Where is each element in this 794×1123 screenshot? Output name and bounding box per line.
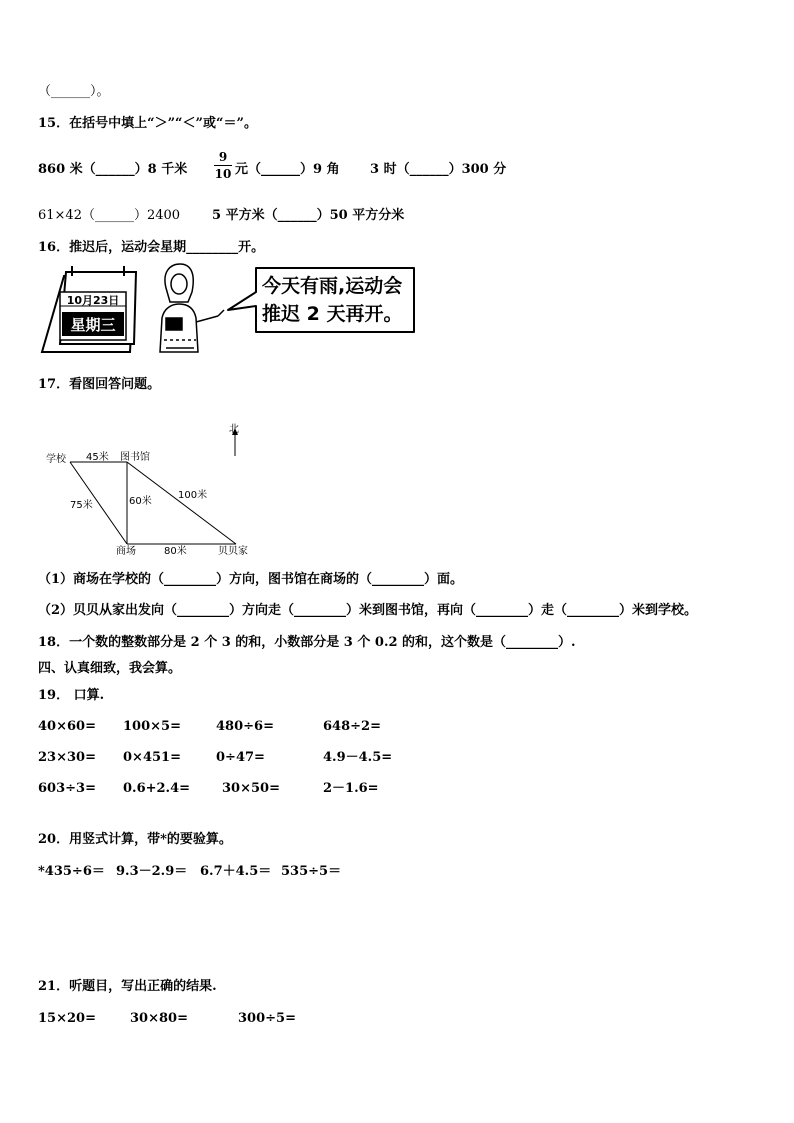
q19-r3-c2: 0.6+2.4= xyxy=(123,781,191,796)
bubble-line-1: 今天有雨,运动会 xyxy=(262,275,403,297)
label-dist-school-library: 45米 xyxy=(86,452,109,463)
q21-item-1: 15×20= xyxy=(38,1011,96,1026)
q15-item-5: 5 平方米（______）50 平方分米 xyxy=(212,208,405,223)
label-dist-market-home: 80米 xyxy=(164,546,187,557)
q20-item-4: 535÷5＝ xyxy=(281,864,342,879)
q16-title: 16．推迟后，运动会星期________开。 xyxy=(38,240,265,255)
q19-r2-c2: 0×451= xyxy=(123,750,181,765)
q19-r1-c4: 648÷2= xyxy=(323,719,381,734)
q19-r2-c4: 4.9－4.5= xyxy=(323,750,393,765)
q19-r2-c3: 0÷47= xyxy=(216,750,265,765)
fraction-numerator: 9 xyxy=(218,150,228,164)
q21-item-2: 30×80= xyxy=(130,1011,188,1026)
q19-title: 19． 口算. xyxy=(38,688,105,703)
calendar-date: 10月23日 xyxy=(66,294,120,307)
label-dist-library-home: 100米 xyxy=(178,490,208,501)
label-dist-library-market: 60米 xyxy=(129,496,152,507)
q19-r1-c2: 100×5= xyxy=(123,719,181,734)
q19-r1-c3: 480÷6= xyxy=(216,719,274,734)
q21-title: 21．听题目，写出正确的结果. xyxy=(38,979,217,994)
q21-item-3: 300÷5= xyxy=(238,1011,296,1026)
teacher-icon xyxy=(160,264,224,352)
q20-item-2: 9.3－2.9＝ xyxy=(116,864,188,879)
label-dist-school-market: 75米 xyxy=(70,500,93,511)
calendar-day: 星期三 xyxy=(70,316,116,334)
bubble-line-2: 推迟 2 天再开。 xyxy=(262,303,403,325)
q15-item-4: 61×42（______）2400 xyxy=(38,208,181,223)
label-north: 北 xyxy=(229,424,239,435)
label-home: 贝贝家 xyxy=(218,546,248,557)
q17-title: 17．看图回答问题。 xyxy=(38,377,161,392)
q20-item-3: 6.7＋4.5＝ xyxy=(200,864,272,879)
q19-r1-c1: 40×60= xyxy=(38,719,96,734)
q19-r3-c3: 30×50= xyxy=(222,781,280,796)
fraction-denominator: 10 xyxy=(214,167,232,181)
q19-r3-c1: 603÷3= xyxy=(38,781,96,796)
q17-sub-1: （1）商场在学校的（________）方向，图书馆在商场的（________）面。 xyxy=(38,572,464,587)
q15-title: 15．在括号中填上“＞”“＜”或“＝”。 xyxy=(38,116,257,131)
q17-sub-2: （2）贝贝从家出发向（________）方向走（________）米到图书馆，再向（________）走（________）米到学校。 xyxy=(38,603,698,618)
q15-fraction xyxy=(214,150,232,181)
q17-map-diagram xyxy=(38,418,308,560)
q15-item-1: 860 米（______）8 千米 xyxy=(38,162,188,177)
section-4-heading: 四、认真细致，我会算。 xyxy=(38,661,182,676)
fraction-bar xyxy=(214,165,232,166)
q20-title: 20．用竖式计算，带*的要验算。 xyxy=(38,832,232,847)
top-blank: （______）。 xyxy=(38,84,110,99)
q19-r2-c1: 23×30= xyxy=(38,750,96,765)
q15-item-3: 3 时（______）300 分 xyxy=(370,162,507,177)
q20-item-1: *435÷6＝ xyxy=(38,864,105,879)
label-library: 图书馆 xyxy=(120,452,150,463)
calendar-icon xyxy=(42,266,136,352)
label-market: 商场 xyxy=(116,546,136,557)
q18-text: 18．一个数的整数部分是 2 个 3 的和，小数部分是 3 个 0.2 的和，这个数是（________）. xyxy=(38,635,576,650)
q16-illustration xyxy=(38,262,428,358)
label-school: 学校 xyxy=(46,454,66,465)
q15-item-2: 元（______）9 角 xyxy=(235,162,340,177)
q19-r3-c4: 2－1.6= xyxy=(323,781,379,796)
